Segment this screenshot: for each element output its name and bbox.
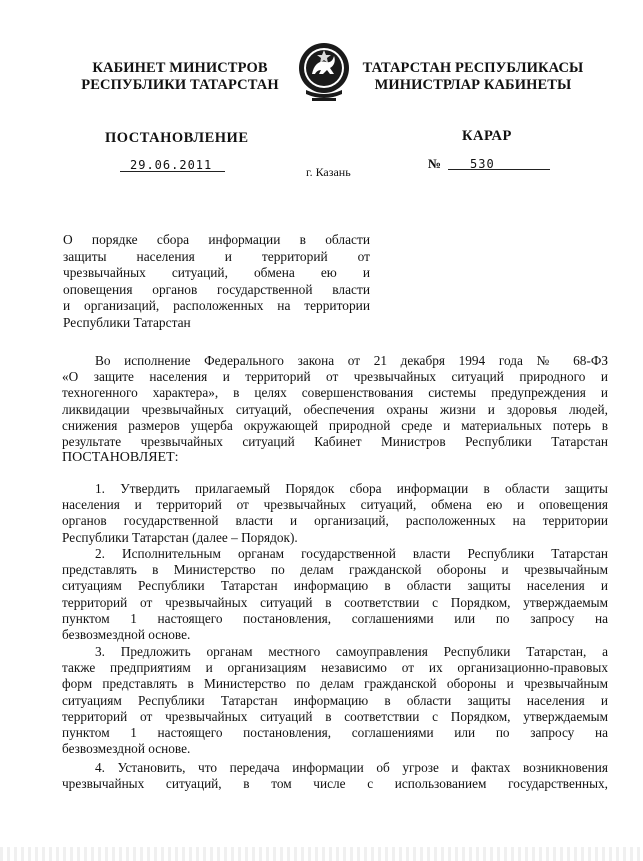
document-date: 29.06.2011 [130,158,213,172]
item-2 [62,546,608,643]
item-line: 4. Установить, что передача информации об угрозе и фактах возникновения [95,760,608,775]
document-subject [63,232,370,331]
date-underline [120,171,225,172]
document-number: 530 [470,157,495,171]
preamble-line: «О защите населения и территорий от чрезвычайных ситуаций природного и [62,369,608,385]
subject-line: чрезвычайных ситуаций, обмена ею и [63,265,370,280]
document-type-ru: ПОСТАНОВЛЕНИЕ [105,130,249,146]
item-4 [62,760,608,792]
scan-edge-artifact [0,847,643,861]
item-line: органов государственной власти и организаций, расположенных на территории [62,513,608,529]
preamble-line: снижения размеров ущерба окружающей природной среде и материальных потерь в [62,417,608,433]
item-line: ситуациям Республики Татарстан информацию в области защиты населения и [62,578,608,594]
subject-line: оповещения органов государственной власти [63,281,370,297]
number-underline [448,169,550,170]
subject-line: защиты населения и территорий от [63,248,370,264]
item-line: территорий от чрезвычайных ситуаций в соответствии с Порядком, утверждаемым [62,708,608,724]
item-line: 2. Исполнительным органам государственной власти Республики Татарстан [95,546,608,561]
preamble-line: техногенного характера», в целях совершенствования системы предупреждения и [62,385,608,401]
item-line: безвозмездной основе. [62,627,191,643]
item-3 [62,644,608,757]
item-line: форм представлять в Министерство по делам гражданской обороны и чрезвычайным [62,676,608,692]
header-left-line1: КАБИНЕТ МИНИСТРОВ [92,60,268,76]
item-line: пунктом 1 настоящего постановления, соглашениями или по запросу на [62,610,608,626]
city-label: г. Казань [306,165,351,179]
subject-line: Республики Татарстан [63,314,191,330]
item-line: безвозмездной основе. [62,741,191,757]
subject-line: О порядке сбора информации в области [63,232,370,247]
document-type-tt: КАРАР [462,128,512,144]
item-line: ситуациям Республики Татарстан информацию в области защиты населения и [62,692,608,708]
preamble-line: ликвидации чрезвычайных ситуаций, обеспечения охраны жизни и здоровья людей, [62,401,608,417]
subject-line: и организаций, расположенных на территории [63,298,370,313]
header-right-line2: МИНИСТРЛАР КАБИНЕТЫ [374,77,572,93]
item-line: представлять в Министерство по делам гражданской обороны и чрезвычайным [62,562,608,578]
item-1 [62,481,608,546]
preamble-line: результате чрезвычайных ситуаций Кабинет Министров Республики Татарстан [62,434,608,450]
item-line: 1. Утвердить прилагаемый Порядок сбора информации в области защиты [95,481,608,496]
tatarstan-coat-of-arms-icon [298,40,350,108]
item-line: 3. Предложить органам местного самоуправления Республики Татарстан, а [95,644,608,659]
item-line: также предприятиям и организациям независимо от их организационно-правовых [62,660,608,676]
item-line: населения и территорий от чрезвычайных ситуаций, обмена ею и оповещения [62,497,608,513]
preamble [62,353,608,466]
header-left [80,60,280,94]
number-sign: № [428,156,442,171]
header-right-line1: ТАТАРСТАН РЕСПУБЛИКАСЫ [362,60,584,76]
item-line: чрезвычайных ситуаций, в том числе с использованием государственных, [62,776,608,792]
item-line: Республики Татарстан (далее – Порядок). [62,529,298,545]
preamble-line: Во исполнение Федерального закона от 21 декабря 1994 года № 68-ФЗ [95,353,608,368]
header-left-line2: РЕСПУБЛИКИ ТАТАРСТАН [81,77,279,93]
item-line: территорий от чрезвычайных ситуаций в соответствии с Порядком, утверждаемым [62,594,608,610]
preamble-line: ПОСТАНОВЛЯЕТ: [62,450,179,466]
item-line: пунктом 1 настоящего постановления, соглашениями или по запросу на [62,725,608,741]
header-right [362,60,584,94]
